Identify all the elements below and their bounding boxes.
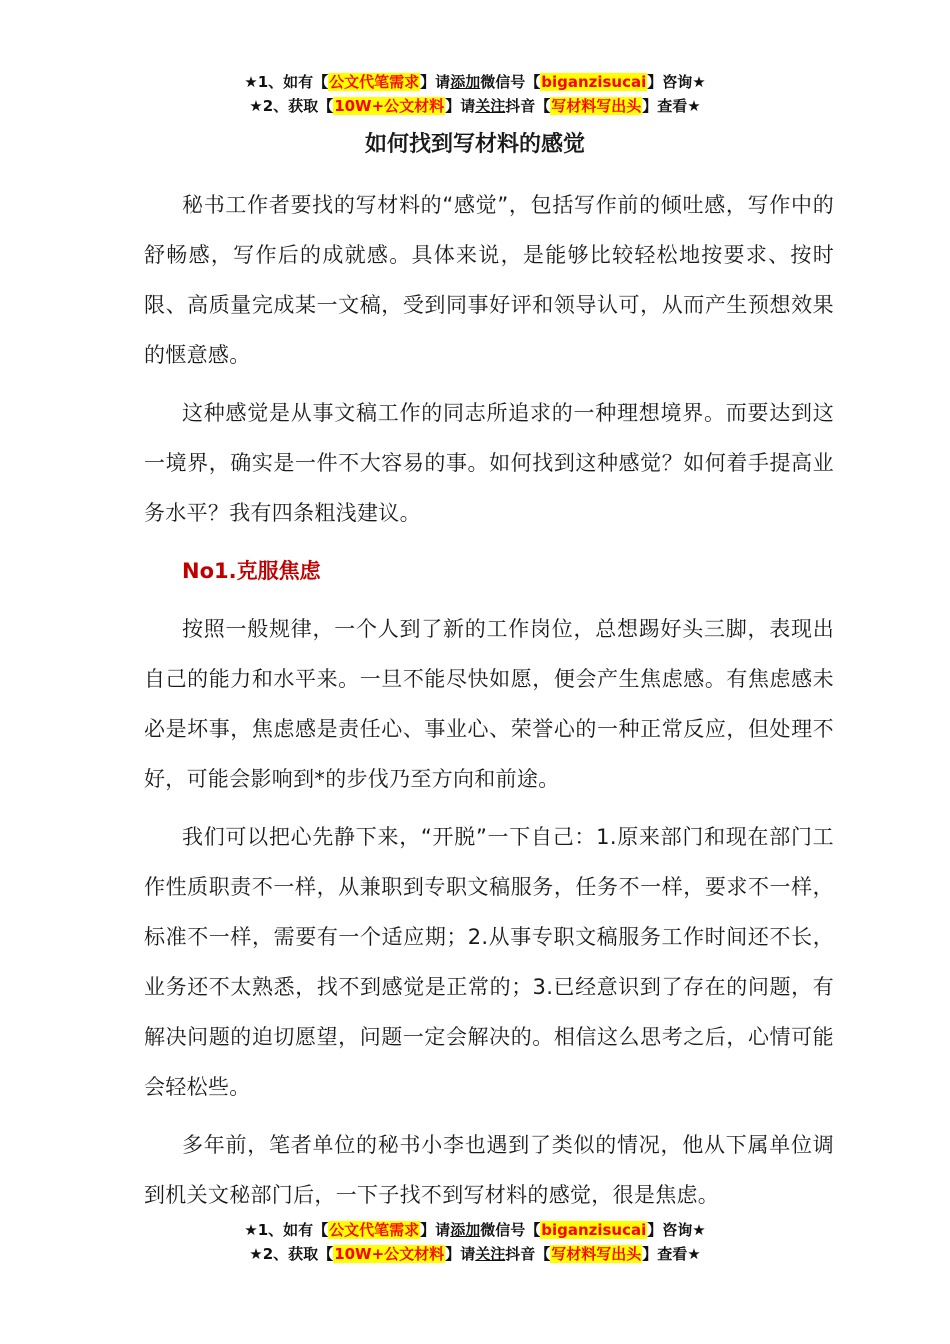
section-heading: No1.克服焦虑 <box>182 559 321 583</box>
highlight-wechat-id: biganzisucai <box>541 1221 647 1239</box>
header-banner <box>0 70 950 118</box>
paragraph: 我们可以把心先静下来，“开脱”一下自己：1.原来部门和现在部门工作性质职责不一样，从兼职到专职文稿服务，任务不一样，要求不一样，标准不一样，需要有一个适应期；2.从事专职文稿服务工作时间还不长，业务还不太熟悉，找不到感觉是正常的；3.已经意识到了存在的问题，有解决问题的迫切愿望，问题一定会解决的。相信这么思考之后，心情可能会轻松些。 <box>144 825 834 1099</box>
highlight-douyin: 写材料写出头 <box>551 1245 642 1263</box>
footer-banner <box>0 1218 950 1266</box>
highlight-materials: 10W+公文材料 <box>334 97 445 115</box>
banner-line-2: ★2、获取【10W+公文材料】请关注抖音【写材料写出头】查看★ <box>249 97 701 115</box>
highlight-materials: 10W+公文材料 <box>334 1245 445 1263</box>
document-body <box>144 180 834 1228</box>
banner-line-2: ★2、获取【10W+公文材料】请关注抖音【写材料写出头】查看★ <box>249 1245 701 1263</box>
paragraph: 多年前，笔者单位的秘书小李也遇到了类似的情况，他从下属单位调到机关文秘部门后，一下子找不到写材料的感觉，很是焦虑。 <box>144 1133 834 1207</box>
paragraph: 按照一般规律，一个人到了新的工作岗位，总想踢好头三脚，表现出自己的能力和水平来。一旦不能尽快如愿，便会产生焦虑感。有焦虑感未必是坏事，焦虑感是责任心、事业心、荣誉心的一种正常反应，但处理不好，可能会影响到*的步伐乃至方向和前途。 <box>144 617 834 791</box>
paragraph: 秘书工作者要找的写材料的“感觉”，包括写作前的倾吐感，写作中的舒畅感，写作后的成就感。具体来说，是能够比较轻松地按要求、按时限、高质量完成某一文稿，受到同事好评和领导认可，从而产生预想效果的惬意感。 <box>144 193 834 367</box>
highlight-douyin: 写材料写出头 <box>551 97 642 115</box>
highlight-ghostwriting: 公文代笔需求 <box>329 1221 420 1239</box>
paragraph: 这种感觉是从事文稿工作的同志所追求的一种理想境界。而要达到这一境界，确实是一件不大容易的事。如何找到这种感觉？如何着手提高业务水平？我有四条粗浅建议。 <box>144 401 834 525</box>
banner-line-1: ★1、如有【公文代笔需求】请添加微信号【biganzisucai】咨询★ <box>244 73 706 91</box>
document-title: 如何找到写材料的感觉 <box>364 132 585 157</box>
highlight-ghostwriting: 公文代笔需求 <box>329 73 420 91</box>
banner-line-1: ★1、如有【公文代笔需求】请添加微信号【biganzisucai】咨询★ <box>244 1221 706 1239</box>
highlight-wechat-id: biganzisucai <box>541 73 647 91</box>
